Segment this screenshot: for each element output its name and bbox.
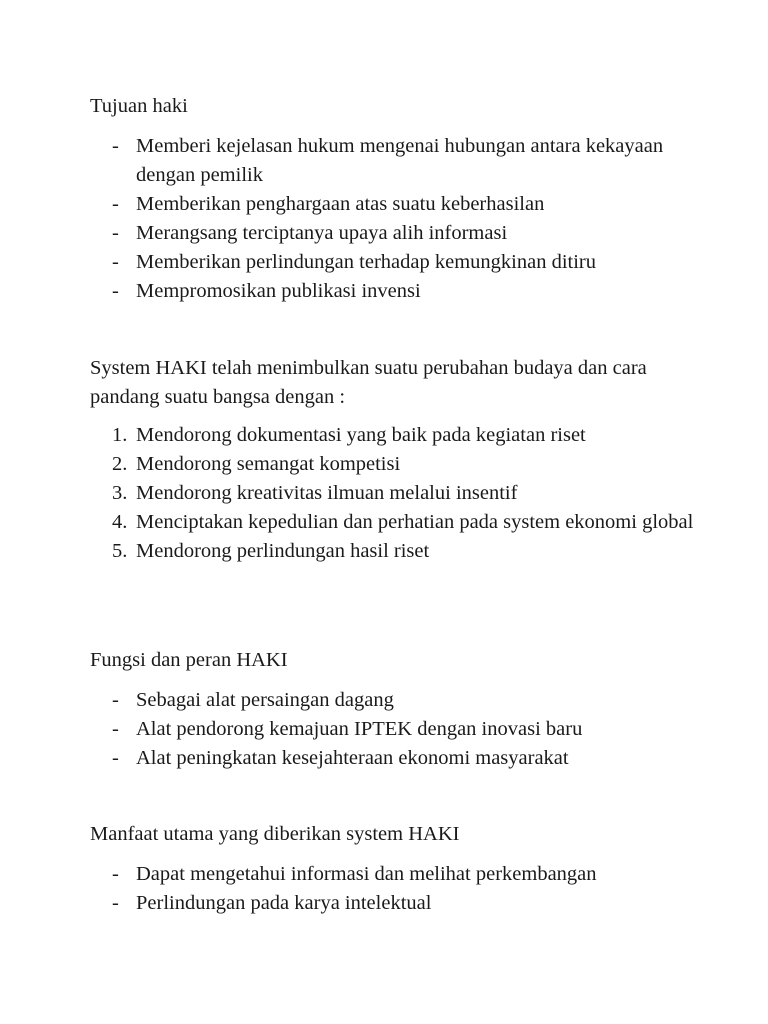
list-item bbox=[90, 860, 710, 889]
dash-marker: - bbox=[112, 193, 119, 215]
bullet-list bbox=[90, 132, 710, 306]
list-item-text: Memberi kejelasan hukum mengenai hubungan antara kekayaan dengan pemilik bbox=[136, 135, 664, 186]
list-item-text: Menciptakan kepedulian dan perhatian pada system ekonomi global bbox=[136, 511, 694, 533]
list-item bbox=[90, 132, 710, 190]
list-item-text: Mendorong semangat kompetisi bbox=[136, 453, 401, 475]
list-item-text: Mendorong dokumentasi yang baik pada kegiatan riset bbox=[136, 424, 586, 446]
list-item-text: Mendorong perlindungan hasil riset bbox=[136, 540, 430, 562]
list-item bbox=[90, 450, 710, 479]
dash-marker: - bbox=[112, 251, 119, 273]
dash-marker: - bbox=[112, 135, 119, 157]
list-item bbox=[90, 479, 710, 508]
section-heading: Tujuan haki bbox=[90, 95, 188, 117]
list-item bbox=[90, 744, 710, 773]
dash-marker: - bbox=[112, 689, 119, 711]
number-marker: 4. bbox=[112, 511, 128, 533]
list-item bbox=[90, 537, 710, 566]
list-item-text: Memberikan perlindungan terhadap kemungkinan ditiru bbox=[136, 251, 596, 273]
section-tujuan-haki bbox=[90, 92, 710, 306]
list-item bbox=[90, 248, 710, 277]
number-marker: 1. bbox=[112, 424, 128, 446]
list-item bbox=[90, 715, 710, 744]
number-marker: 5. bbox=[112, 540, 128, 562]
list-item-text: Dapat mengetahui informasi dan melihat perkembangan bbox=[136, 863, 597, 885]
list-item bbox=[90, 219, 710, 248]
section-fungsi-peran-haki bbox=[90, 646, 710, 773]
number-marker: 2. bbox=[112, 453, 128, 475]
list-item-text: Merangsang terciptanya upaya alih informasi bbox=[136, 222, 508, 244]
section-heading: Fungsi dan peran HAKI bbox=[90, 649, 288, 671]
list-item bbox=[90, 277, 710, 306]
dash-marker: - bbox=[112, 863, 119, 885]
bullet-list bbox=[90, 860, 710, 918]
list-item bbox=[90, 686, 710, 715]
list-item-text: Memberikan penghargaan atas suatu keberhasilan bbox=[136, 193, 545, 215]
dash-marker: - bbox=[112, 892, 119, 914]
bullet-list bbox=[90, 686, 710, 773]
dash-marker: - bbox=[112, 280, 119, 302]
list-item bbox=[90, 889, 710, 918]
section-heading: Manfaat utama yang diberikan system HAKI bbox=[90, 823, 460, 845]
list-item bbox=[90, 190, 710, 219]
section-paragraph: System HAKI telah menimbulkan suatu perubahan budaya dan cara pandang suatu bangsa dengan : bbox=[90, 357, 647, 408]
numbered-list bbox=[90, 421, 710, 566]
list-item bbox=[90, 508, 710, 537]
dash-marker: - bbox=[112, 718, 119, 740]
dash-marker: - bbox=[112, 222, 119, 244]
list-item bbox=[90, 421, 710, 450]
list-item-text: Mendorong kreativitas ilmuan melalui insentif bbox=[136, 482, 518, 504]
number-marker: 3. bbox=[112, 482, 128, 504]
section-manfaat-utama bbox=[90, 820, 710, 918]
list-item-text: Sebagai alat persaingan dagang bbox=[136, 689, 394, 711]
list-item-text: Mempromosikan publikasi invensi bbox=[136, 280, 421, 302]
list-item-text: Alat pendorong kemajuan IPTEK dengan inovasi baru bbox=[136, 718, 583, 740]
list-item-text: Perlindungan pada karya intelektual bbox=[136, 892, 432, 914]
list-item-text: Alat peningkatan kesejahteraan ekonomi masyarakat bbox=[136, 747, 569, 769]
section-system-haki bbox=[90, 354, 710, 566]
dash-marker: - bbox=[112, 747, 119, 769]
